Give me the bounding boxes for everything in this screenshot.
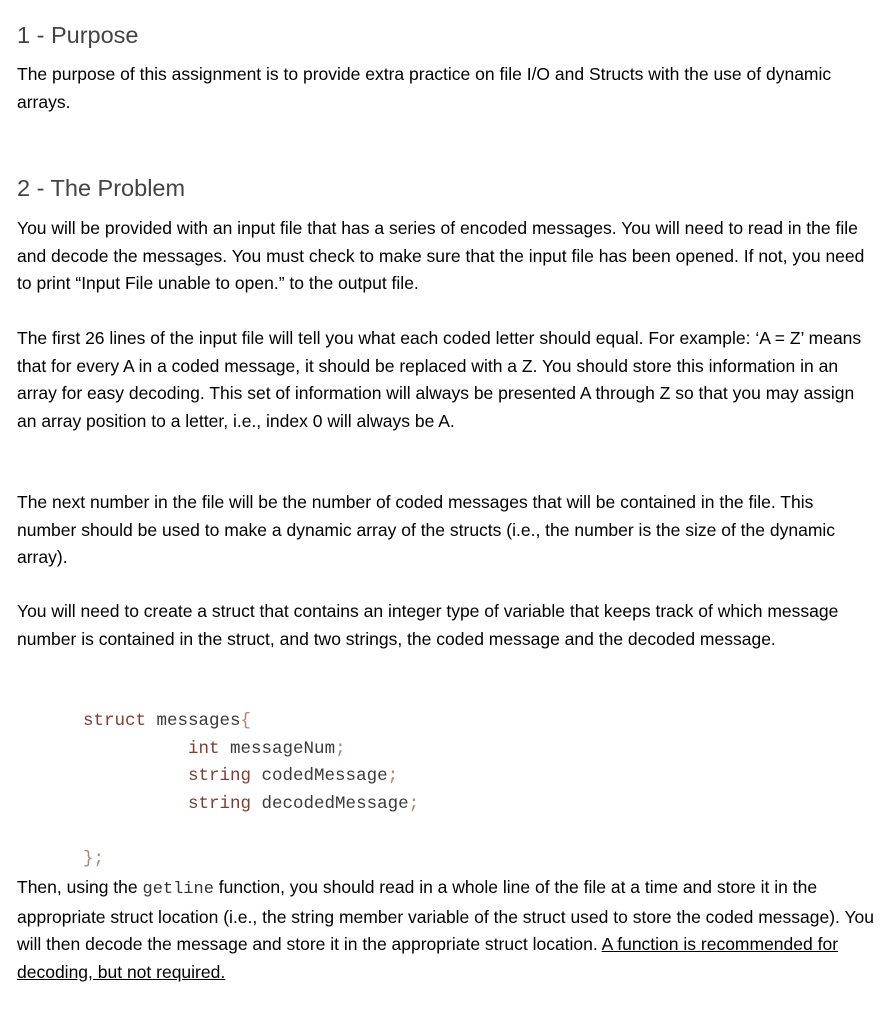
code-struct-name: messages <box>146 711 241 731</box>
code-int-type: int <box>188 738 220 759</box>
code-semicolon: ; <box>335 738 346 759</box>
paragraph5-after: function, you should read in a whole line of the file at a time and store it in the appropriate struct location (i.e., the string member variable of the struct used to store the coded message). You will then decode the message and store it in the appropriate struct location. <box>17 877 874 954</box>
problem-paragraph-1: You will be provided with an input file that has a series of encoded messages. You will need to read in the file and decode the messages. You must check to make sure that the input file has been opened. If not, you need to print “Input File unable to open.” to the output file. <box>17 218 865 293</box>
section-problem-heading: 2 - The Problem <box>17 175 186 201</box>
code-codedmessage-field: codedMessage <box>251 766 388 786</box>
code-semicolon: ; <box>387 766 399 786</box>
struct-code-block <box>83 708 419 873</box>
problem-paragraph-3: The next number in the file will be the number of coded messages that will be contained in the file. This number should be used to make a dynamic array of the structs (i.e., the number is the size of the dynamic array). <box>17 492 836 567</box>
code-decodedmessage-field: decodedMessage <box>251 793 409 814</box>
problem-paragraph-4: You will need to create a struct that contains an integer type of variable that keeps track of which message number is contained in the struct, and two strings, the coded message and the decoded message. <box>17 601 839 649</box>
problem-paragraph-2: The first 26 lines of the input file will tell you what each coded letter should equal. For example: ‘A = Z’ means that for every A in a coded message, it should be replaced with a Z. You should store this information in an array for easy decoding. This set of information will always be presented A through Z so that you may assign an array position to a letter, i.e., index 0 will always be A. <box>17 328 862 431</box>
problem-paragraph-5 <box>17 874 875 986</box>
code-semicolon: ; <box>408 793 420 814</box>
section-purpose-heading: 1 - Purpose <box>17 22 139 48</box>
code-close-brace: }; <box>83 848 105 869</box>
code-struct-keyword: struct <box>83 711 147 731</box>
purpose-paragraph: The purpose of this assignment is to provide extra practice on file I/O and Structs with the use of dynamic arrays. <box>17 64 832 112</box>
code-open-brace: { <box>240 711 252 731</box>
code-messagenum-field: messageNum <box>219 738 336 759</box>
decoding-recommendation-note: A function is recommended for decoding, but not required. <box>17 934 839 982</box>
code-string-type: string <box>188 793 252 814</box>
paragraph5-before: Then, using the <box>17 877 143 897</box>
getline-code: getline <box>142 880 214 899</box>
code-string-type: string <box>188 766 252 786</box>
